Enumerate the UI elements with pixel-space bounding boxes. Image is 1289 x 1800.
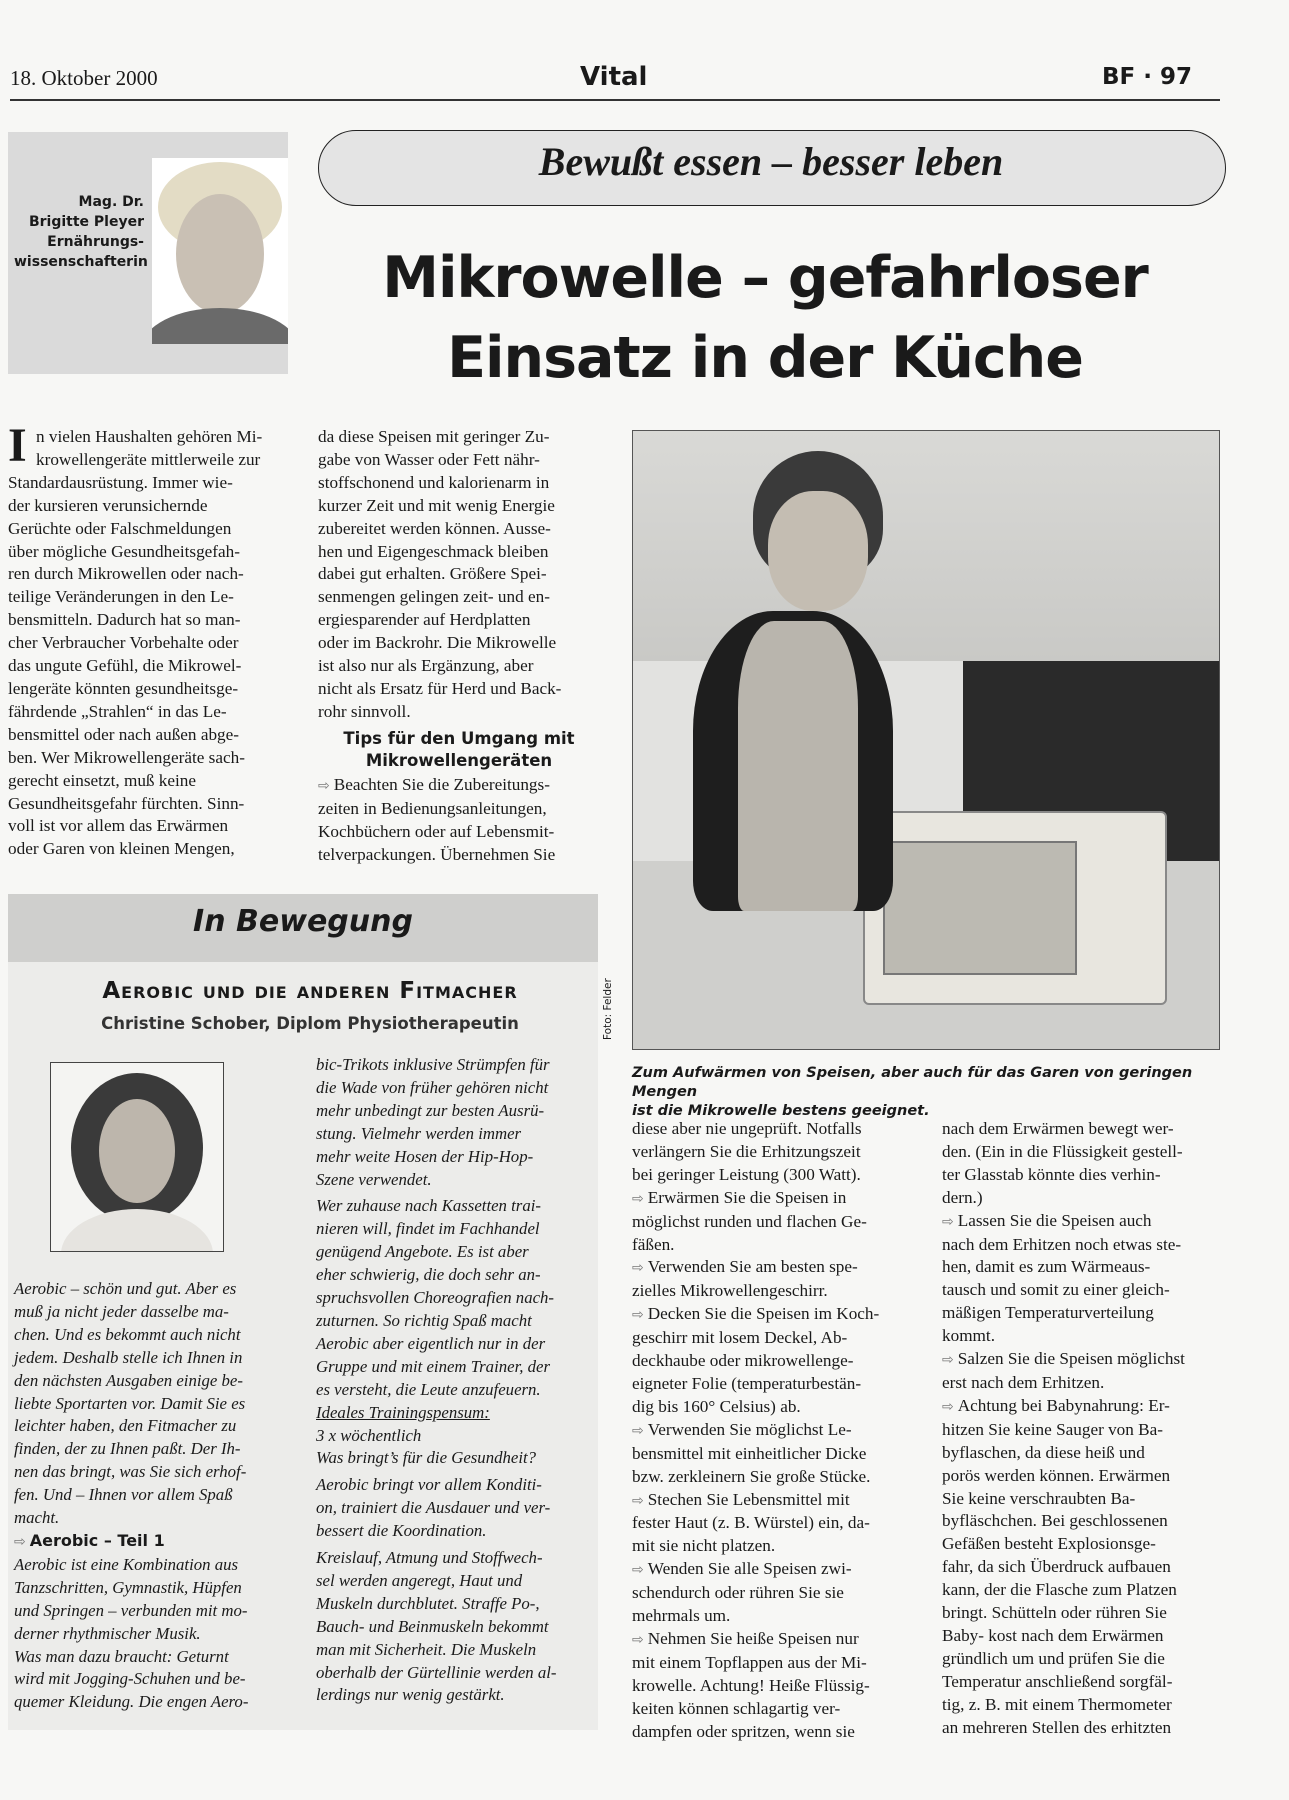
bew-right-line-9: genügend Angebote. Es ist aber bbox=[316, 1242, 529, 1262]
col3-line-17 bbox=[632, 1489, 914, 1513]
tip-text: Lassen Sie die Speisen auch bbox=[957, 1210, 1152, 1230]
bew-right-line-14: Gruppe und mit einem Trainer, der bbox=[316, 1356, 550, 1376]
photo-cabinet bbox=[633, 431, 1219, 661]
bew-left-line-5: den nächsten Ausgaben einige be- bbox=[14, 1370, 243, 1390]
bew-right-line-15: es versteht, die Leute anzufeuern. bbox=[316, 1379, 541, 1399]
col3-line-14 bbox=[632, 1419, 914, 1443]
col3-line-3: bei geringer Leistung (300 Watt). bbox=[632, 1164, 861, 1184]
arrow-icon: ⇨ bbox=[942, 1213, 954, 1230]
bew-right-line-6: Szene verwendet. bbox=[316, 1169, 432, 1189]
col3-line-21: schendurch oder rühren Sie sie bbox=[632, 1583, 844, 1603]
training-label: Ideales Trainingspensum: bbox=[316, 1402, 490, 1422]
bew-right-line-3: mehr unbedingt zur besten Ausrü- bbox=[316, 1100, 545, 1120]
col1-line-7: ren durch Mikrowellen oder nach- bbox=[8, 564, 244, 584]
col1-line-8: teilige Veränderungen in den Le- bbox=[8, 587, 234, 607]
tip-text: Stechen Sie Lebensmittel mit bbox=[647, 1489, 850, 1509]
microwave-photo bbox=[632, 430, 1220, 1050]
bew-right-line-12: zuturnen. So richtig Spaß macht bbox=[316, 1310, 532, 1330]
bew-right-line-5: mehr weite Hosen der Hip-Hop- bbox=[316, 1146, 534, 1166]
bew-left2-line-3: und Springen – verbunden mit mo- bbox=[14, 1600, 248, 1620]
col4-line-1: nach dem Erwärmen bewegt wer- bbox=[942, 1119, 1174, 1138]
bewegung-author: Christine Schober, Diplom Physiotherapeutin bbox=[101, 1014, 519, 1033]
tip-text: Decken Sie die Speisen im Koch- bbox=[647, 1304, 880, 1324]
col4-line-5 bbox=[942, 1210, 1222, 1234]
col4-text bbox=[942, 1118, 1222, 1739]
col2-line-2: gabe von Wasser oder Fett nähr- bbox=[318, 449, 540, 469]
col4-line-22: bringt. Schütteln oder rühren Sie bbox=[942, 1603, 1167, 1623]
header-rule bbox=[10, 99, 1220, 101]
col4-line-18: byfläschchen. Bei geschlossenen bbox=[942, 1511, 1168, 1531]
bew-right2-line-10: lerdings nur wenig gestärkt. bbox=[316, 1685, 505, 1705]
col2-line-13: rohr sinnvoll. bbox=[318, 701, 411, 721]
arrow-icon: ⇨ bbox=[632, 1422, 644, 1439]
photo-caption-line1: Zum Aufwärmen von Speisen, aber auch für das Garen von geringen Mengen bbox=[632, 1065, 1193, 1100]
col1-line-9: bensmitteln. Dadurch hat so man- bbox=[8, 610, 241, 630]
bew-left-line-1: Aerobic – schön und gut. Aber es bbox=[14, 1279, 237, 1298]
tip-text: Achtung bei Babynahrung: Er- bbox=[957, 1395, 1170, 1415]
bew-right2-line-4: Kreislauf, Atmung und Stoffwech- bbox=[316, 1548, 543, 1568]
col4-line-2: den. (Ein in die Flüssigkeit gestell- bbox=[942, 1141, 1183, 1161]
col4-line-21: kann, der die Flasche zum Platzen bbox=[942, 1580, 1177, 1600]
col3-line-11: deckhaube oder mikrowellenge- bbox=[632, 1351, 854, 1371]
author-role-line2: wissenschafterin bbox=[14, 254, 148, 270]
col3-line-27: dampfen oder spritzen, wenn sie bbox=[632, 1721, 855, 1741]
header-section: Vital bbox=[580, 62, 648, 92]
author-portrait bbox=[152, 158, 288, 344]
col2-tip-line-3: Kochbüchern oder auf Lebensmit- bbox=[318, 821, 555, 841]
arrow-icon: ⇨ bbox=[942, 1398, 954, 1415]
bew-right2-line-9: oberhalb der Gürtellinie werden al- bbox=[316, 1662, 557, 1682]
tip-text: Wenden Sie alle Speisen zwi- bbox=[647, 1559, 852, 1579]
col3-line-18: fester Haut (z. B. Würstel) ein, da- bbox=[632, 1513, 870, 1533]
bew-right-text bbox=[316, 1054, 586, 1707]
bew-right2-line-3: bessert die Koordination. bbox=[316, 1521, 487, 1541]
col1-line-6: über mögliche Gesundheitsgefah- bbox=[8, 541, 240, 561]
col4-line-12: erst nach dem Erhitzen. bbox=[942, 1372, 1105, 1392]
bew-left-line-8: finden, der zu Ihnen paßt. Der Ih- bbox=[14, 1439, 241, 1459]
col1-line-3: Standardausrüstung. Immer wie- bbox=[8, 472, 233, 492]
bew-teil bbox=[14, 1530, 284, 1554]
col4-line-14: hitzen Sie keine Sauger von Ba- bbox=[942, 1419, 1163, 1439]
bewegung-portrait bbox=[50, 1062, 224, 1252]
photo-person-face bbox=[768, 491, 868, 611]
col4-line-27: an mehreren Stellen des erhitzten bbox=[942, 1717, 1172, 1737]
col3-line-15: bensmittel mit einheitlicher Dicke bbox=[632, 1443, 867, 1463]
bewegung-banner: In Bewegung bbox=[193, 904, 413, 939]
bew-right-line-8: nieren will, findet im Fachhandel bbox=[316, 1219, 540, 1239]
col4-line-24: gründlich um und prüfen Sie die bbox=[942, 1648, 1165, 1668]
author-role-line1: Ernährungs- bbox=[47, 234, 144, 250]
col2-line-12: nicht als Ersatz für Herd und Back- bbox=[318, 678, 562, 698]
col2-tip-text-1: Beachten Sie die Zubereitungs- bbox=[333, 774, 550, 794]
col2-line-5: zubereitet werden können. Ausse- bbox=[318, 518, 551, 538]
bewegung-title: Aerobic und die anderen Fitmacher bbox=[102, 978, 518, 1004]
bew-left2-line-4: derner rhythmischer Musik. bbox=[14, 1623, 201, 1643]
col2-line-4: kurzer Zeit und mit wenig Energie bbox=[318, 495, 555, 515]
bew-left-line-6: liebte Sportarten vor. Damit Sie es bbox=[14, 1393, 246, 1413]
bew-right2-line-2: on, trainiert die Ausdauer und ver- bbox=[316, 1498, 551, 1518]
bew-left-line-4: jedem. Deshalb stelle ich Ihnen in bbox=[14, 1347, 243, 1367]
col3-line-6: fäßen. bbox=[632, 1234, 675, 1254]
col4-line-16: porös werden können. Erwärmen bbox=[942, 1465, 1171, 1485]
bew-right-line-1: bic-Trikots inklusive Strümpfen für bbox=[316, 1055, 550, 1074]
col3-line-8: zielles Mikrowellengeschirr. bbox=[632, 1281, 828, 1301]
bew-left-line-7: leichter haben, den Fitmacher zu bbox=[14, 1416, 237, 1436]
bew-right-line-13: Aerobic aber eigentlich nur in der bbox=[316, 1333, 546, 1353]
bew-left-text bbox=[14, 1278, 284, 1714]
col3-line-2: verlängern Sie die Erhitzungszeit bbox=[632, 1141, 861, 1161]
col1-line-14: bensmittel oder nach außen abge- bbox=[8, 724, 239, 744]
photo-caption bbox=[632, 1064, 1222, 1121]
col2-line-10: oder im Backrohr. Die Mikrowelle bbox=[318, 633, 557, 653]
col3-line-16: bzw. zerkleinern Sie große Stücke. bbox=[632, 1466, 871, 1486]
col3-line-4 bbox=[632, 1187, 914, 1211]
tip-text: Verwenden Sie möglichst Le- bbox=[647, 1419, 852, 1439]
photo-credit: Foto: Felder bbox=[602, 978, 614, 1040]
col1-line-12: lengeräte könnten gesundheitsge- bbox=[8, 678, 239, 698]
arrow-icon: ⇨ bbox=[632, 1190, 644, 1207]
col2-line-1: da diese Speisen mit geringer Zu- bbox=[318, 427, 550, 446]
arrow-icon: ⇨ bbox=[632, 1631, 644, 1648]
bew-left2-line-6: wird mit Jogging-Schuhen und be- bbox=[14, 1669, 246, 1689]
arrow-icon: ⇨ bbox=[632, 1562, 644, 1579]
col3-line-7 bbox=[632, 1256, 914, 1280]
headline bbox=[300, 238, 1230, 398]
bew-right-line-11: spruchsvollen Choreografien nach- bbox=[316, 1288, 555, 1308]
col3-text bbox=[632, 1118, 914, 1743]
col3-line-22: mehrmals um. bbox=[632, 1606, 731, 1626]
tips-heading bbox=[318, 728, 600, 772]
bew-right2-line-8: man mit Sicherheit. Die Muskeln bbox=[316, 1639, 537, 1659]
col2-line-7: dabei gut erhalten. Größere Spei- bbox=[318, 564, 547, 584]
tip-text: Erwärmen Sie die Speisen in bbox=[647, 1187, 847, 1207]
bew-left-line-2: muß ja nicht jeder dasselbe ma- bbox=[14, 1301, 229, 1321]
col1-line-18: voll ist vor allem das Erwärmen bbox=[8, 816, 229, 836]
bew-portrait-body bbox=[61, 1209, 213, 1252]
bew-left2-line-1: Aerobic ist eine Kombination aus bbox=[14, 1554, 239, 1574]
col2-line-9: ergiesparender auf Herdplatten bbox=[318, 610, 531, 630]
col4-line-17: Sie keine verschraubten Ba- bbox=[942, 1488, 1136, 1508]
header-date: 18. Oktober 2000 bbox=[10, 66, 158, 90]
col1-line-10: cher Verbraucher Vorbehalte oder bbox=[8, 633, 239, 653]
tip-text: Verwenden Sie am besten spe- bbox=[647, 1257, 858, 1277]
photo-microwave-window bbox=[883, 841, 1077, 975]
training-value: 3 x wöchentlich bbox=[316, 1425, 422, 1445]
tips-heading-line1: Tips für den Umgang mit bbox=[343, 728, 575, 748]
col3-line-20 bbox=[632, 1558, 914, 1582]
col4-line-6: nach dem Erhitzen noch etwas ste- bbox=[942, 1234, 1182, 1254]
col2-line-11: ist also nur als Ergänzung, aber bbox=[318, 656, 534, 676]
bew-right-line-10: eher schwierig, die doch sehr an- bbox=[316, 1265, 541, 1285]
col4-line-10: kommt. bbox=[942, 1326, 995, 1346]
author-name-line2: Brigitte Pleyer bbox=[28, 214, 144, 230]
col4-line-26: tig, z. B. mit einem Thermometer bbox=[942, 1694, 1172, 1714]
bew-right-line-4: stung. Vielmehr werden immer bbox=[316, 1123, 522, 1143]
portrait-shoulders bbox=[152, 308, 288, 344]
col2-tip-line-1 bbox=[318, 774, 600, 798]
col1-line-15: ben. Wer Mikrowellengeräte sach- bbox=[8, 747, 245, 767]
col2-tip-line-4: telverpackungen. Übernehmen Sie bbox=[318, 844, 556, 864]
bew-left2-line-5: Was man dazu braucht: Geturnt bbox=[14, 1646, 229, 1666]
bew-right-line-2: die Wade von früher gehören nicht bbox=[316, 1077, 549, 1097]
col4-line-7: hen, damit es zum Wärmeaus- bbox=[942, 1257, 1151, 1277]
col4-line-23: Baby- kost nach dem Erwärmen bbox=[942, 1625, 1164, 1645]
bew-right2-line-6: Muskeln durchblutet. Straffe Po-, bbox=[316, 1593, 540, 1613]
arrow-icon: ⇨ bbox=[942, 1352, 954, 1369]
col1-line-2: krowellengeräte mittlerweile zur bbox=[36, 449, 261, 469]
col3-line-23 bbox=[632, 1628, 914, 1652]
col4-line-8: tausch und somit zu einer gleich- bbox=[942, 1280, 1170, 1300]
portrait-face bbox=[176, 194, 264, 314]
col1-line-1: n vielen Haushalten gehören Mi- bbox=[36, 427, 263, 446]
col4-line-15: byflaschen, da diese heiß und bbox=[942, 1442, 1145, 1462]
col4-line-20: fahr, da sich Überdruck aufbauen bbox=[942, 1557, 1171, 1577]
arrow-icon: ⇨ bbox=[14, 1533, 26, 1550]
bew-left2-line-7: quemer Kleidung. Die engen Aero- bbox=[14, 1692, 249, 1712]
bew-right2-line-1: Aerobic bringt vor allem Konditi- bbox=[316, 1475, 542, 1495]
col3-line-10: geschirr mit losem Deckel, Ab- bbox=[632, 1328, 848, 1348]
headline-line2: Einsatz in der Küche bbox=[447, 325, 1083, 391]
photo-person-vest bbox=[738, 621, 858, 911]
bew-left-line-11: macht. bbox=[14, 1508, 60, 1528]
bew-right2-line-5: sel werden angeregt, Haut und bbox=[316, 1570, 523, 1590]
col3-line-24: mit einem Topflappen aus der Mi- bbox=[632, 1652, 867, 1672]
photo-caption-line2: ist die Mikrowelle bestens geeignet. bbox=[632, 1103, 930, 1119]
arrow-icon: ⇨ bbox=[632, 1260, 644, 1277]
arrow-icon: ⇨ bbox=[632, 1492, 644, 1509]
col1-line-11: das ungute Gefühl, die Mikrowel- bbox=[8, 656, 242, 676]
col4-line-11 bbox=[942, 1348, 1222, 1372]
bew-right2-line-7: Bauch- und Beinmuskeln bekommt bbox=[316, 1616, 549, 1636]
bew-left-line-9: nen das bringt, was Sie sich erhof- bbox=[14, 1462, 247, 1482]
bew-teil-label: Aerobic – Teil 1 bbox=[29, 1530, 165, 1550]
training-question: Was bringt’s für die Gesundheit? bbox=[316, 1448, 537, 1468]
col3-line-19: mit sie nicht platzen. bbox=[632, 1536, 776, 1556]
col3-line-13: dig bis 160° Celsius) ab. bbox=[632, 1396, 801, 1416]
col3-line-1: diese aber nie ungeprüft. Notfalls bbox=[632, 1119, 862, 1138]
col1-text bbox=[8, 419, 286, 861]
col2-line-8: senmengen gelingen zeit- und en- bbox=[318, 587, 550, 607]
bew-right-line-7: Wer zuhause nach Kassetten trai- bbox=[316, 1196, 541, 1216]
col4-line-4: dern.) bbox=[942, 1187, 983, 1207]
banner-title: Bewußt essen – besser leben bbox=[538, 139, 1004, 184]
tip-text: Salzen Sie die Speisen möglichst bbox=[957, 1349, 1185, 1369]
col1-line-17: Gesundheitsgefahr fürchten. Sinn- bbox=[8, 793, 245, 813]
author-name-line1: Mag. Dr. bbox=[78, 194, 144, 210]
col3-line-25: krowelle. Achtung! Heiße Flüssig- bbox=[632, 1675, 870, 1695]
header-page-number: BF · 97 bbox=[1102, 64, 1193, 90]
tips-heading-line2: Mikrowellengeräten bbox=[365, 750, 553, 770]
bew-left-line-3: chen. Und es bekommt auch nicht bbox=[14, 1324, 241, 1344]
col4-line-19: Gefäßen besteht Explosionsge- bbox=[942, 1534, 1156, 1554]
col1-line-5: Gerüchte oder Falschmeldungen bbox=[8, 518, 232, 538]
col4-line-25: Temperatur anschließend sorgfäl- bbox=[942, 1671, 1173, 1691]
col4-line-13 bbox=[942, 1395, 1222, 1419]
col2-tip-line-2: zeiten in Bedienungsanleitungen, bbox=[318, 798, 547, 818]
col3-line-12: eigneter Folie (temperaturbestän- bbox=[632, 1373, 862, 1393]
tip-text: Nehmen Sie heiße Speisen nur bbox=[647, 1628, 859, 1648]
col4-line-9: mäßigen Temperaturverteilung bbox=[942, 1303, 1154, 1323]
bew-left-line-10: fen. Und – Ihnen vor allem Spaß bbox=[14, 1485, 233, 1505]
bew-portrait-face bbox=[99, 1099, 175, 1203]
bew-left2-line-2: Tanzschritten, Gymnastik, Hüpfen bbox=[14, 1577, 242, 1597]
arrow-icon: ⇨ bbox=[632, 1307, 644, 1324]
col3-line-5: möglichst runden und flachen Ge- bbox=[632, 1211, 867, 1231]
col1-line-4: der kursieren verunsichernde bbox=[8, 495, 208, 515]
col3-line-26: keiten können schlagartig ver- bbox=[632, 1698, 841, 1718]
col2-text bbox=[318, 426, 600, 866]
dropcap: I bbox=[8, 419, 27, 472]
col1-line-13: fährdende „Strahlen“ in das Le- bbox=[8, 701, 227, 721]
arrow-icon: ⇨ bbox=[318, 777, 330, 794]
col2-line-6: hen und Eigengeschmack bleiben bbox=[318, 541, 549, 561]
col2-line-3: stoffschonend und kalorienarm in bbox=[318, 472, 550, 492]
author-name bbox=[14, 192, 148, 272]
col1-line-16: gerecht einsetzt, muß keine bbox=[8, 770, 197, 790]
col1-line-19: oder Garen von kleinen Mengen, bbox=[8, 839, 235, 859]
headline-line1: Mikrowelle – gefahrloser bbox=[382, 245, 1148, 311]
col4-line-3: ter Glasstab könnte dies verhin- bbox=[942, 1164, 1161, 1184]
col3-line-9 bbox=[632, 1303, 914, 1327]
